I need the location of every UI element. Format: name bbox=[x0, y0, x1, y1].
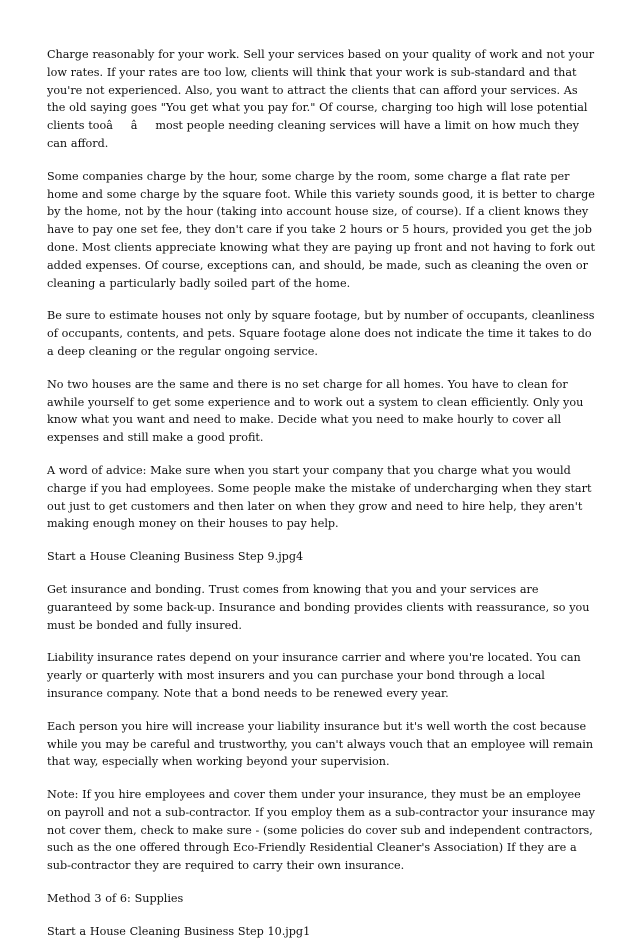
section-heading-supplies: Method 3 of 6: Supplies bbox=[47, 892, 184, 906]
paragraph-liability-rates: Liability insurance rates depend on your insurance carrier and where you're located. You can yearly or quarterly with most insurers and you can purchase your bond through a local insurance company. Note that a bond needs to be renewed every year. bbox=[47, 651, 581, 700]
paragraph-note-employees: Note: If you hire employees and cover them under your insurance, they must be an employee on payroll and not a sub-contractor. If you employ them as a sub-contractor your insurance may not cover them, check to make sure - (some policies do cover sub and independent contractors, such as the one offered through Eco-Friendly Residential Cleaner's Association) If they are a sub-contractor they are required to carry their own insurance. bbox=[47, 788, 595, 873]
paragraph-pricing-methods: Some companies charge by the hour, some charge by the room, some charge a flat rate per home and some charge by the square foot. While this variety sounds good, it is better to charge by the home, not by the hour (taking into account house size, of course). If a client knows they have to pay one set fee, they don't care if you take 2 hours or 5 hours, provided you get the job done. Most clients appreciate knowing what they are paying up front and not having to fork out added expenses. Of course, exceptions can, and should, be made, such as cleaning the oven or cleaning a particularly badly soiled part of the home. bbox=[47, 169, 596, 290]
image-caption-step-10: Start a House Cleaning Business Step 10.jpg1 bbox=[47, 924, 311, 938]
image-caption-step-9: Start a House Cleaning Business Step 9.jpg4 bbox=[47, 550, 304, 564]
paragraph-insurance-bonding: Get insurance and bonding. Trust comes from knowing that you and your services are guaranteed by some back-up. Insurance and bonding provides clients with reassurance, so you must be bonded and fully insured. bbox=[47, 582, 590, 632]
paragraph-word-of-advice: A word of advice: Make sure when you start your company that you charge what you would charge if you had employees. Some people make the mistake of undercharging when they start out just to get customers and then later on when they grow and need to hire help, they aren't making enough money on their houses to pay help. bbox=[47, 463, 592, 531]
paragraph-estimate-houses: Be sure to estimate houses not only by square footage, but by number of occupants, cleanliness of occupants, contents, and pets. Square footage alone does not indicate the time it takes to do a deep cleaning or the regular ongoing service. bbox=[47, 309, 595, 358]
paragraph-each-person-hired: Each person you hire will increase your liability insurance but it's well worth the cost because while you may be careful and trustworthy, you can't always vouch that an employee will remain that way, especially when working beyond your supervision. bbox=[47, 719, 594, 769]
paragraph-no-two-houses: No two houses are the same and there is no set charge for all homes. You have to clean for awhile yourself to get some experience and to work out a system to clean efficiently. Only you know what you want and need to make. Decide what you need to make hourly to cover all expenses and still make a good profit. bbox=[47, 377, 584, 445]
paragraph-charge-reasonably: Charge reasonably for your work. Sell your services based on your quality of work and not your low rates. If your rates are too low, clients will think that your work is sub-standard and that you're not experienced. Also, you want to attract the clients that can afford your services. As the old saying goes "You get what you pay for." Of course, charging too high will lose potential clients tooââmost people needing cleaning services will have a limit on how much they can afford. bbox=[47, 48, 595, 150]
